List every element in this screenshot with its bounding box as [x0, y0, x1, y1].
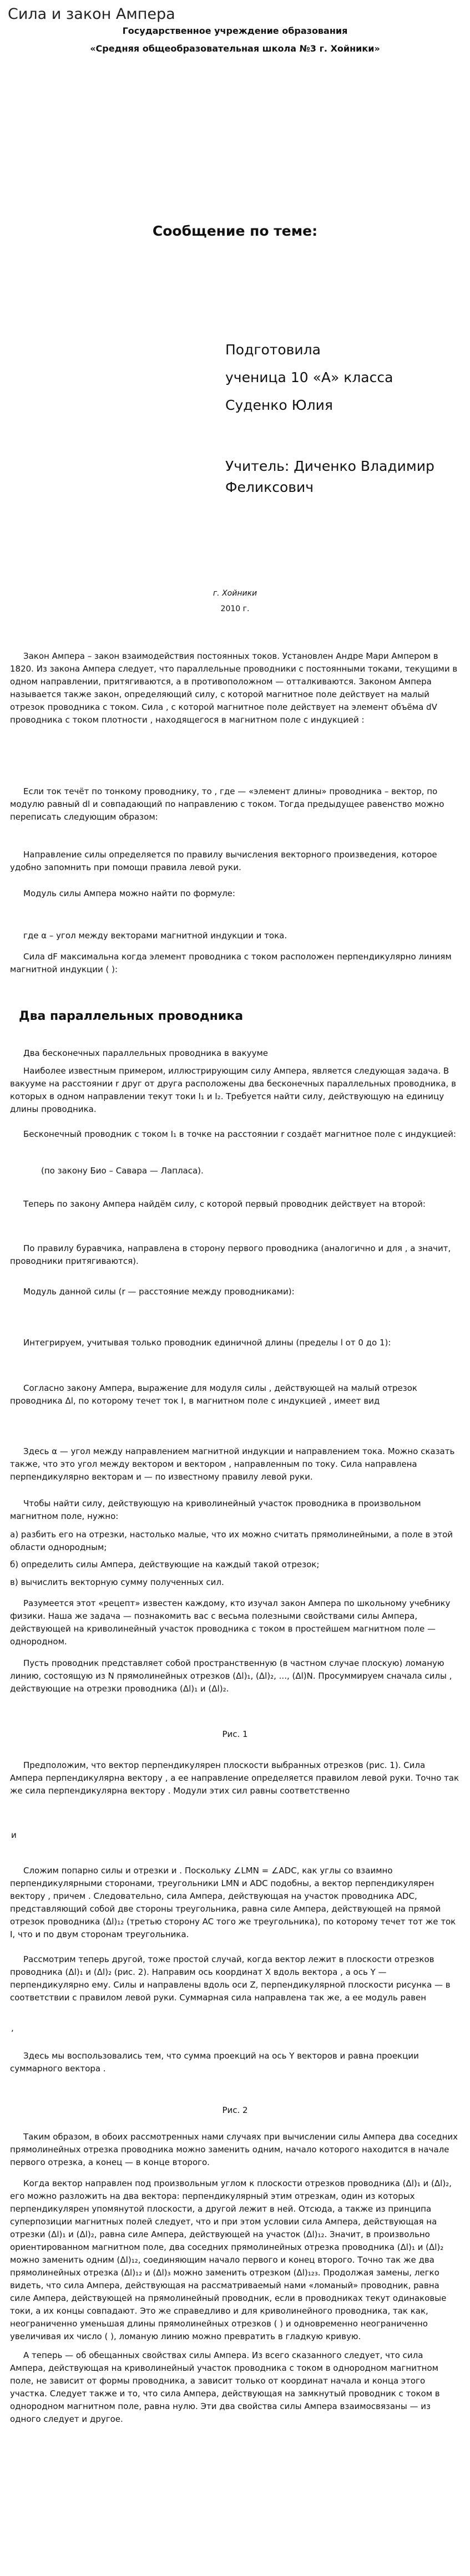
section-title-parallel-conductors: Два параллельных проводника: [19, 1009, 244, 1023]
paragraph-force-on-second: Теперь по закону Ампера найдём силу, с которой первый проводник действует на второй:: [23, 1199, 426, 1209]
paragraph-both-cases: Таким образом, в обоих рассмотренных нами случаях при вычислении силы Ампера два соседних прямолинейных отрезка проводника можно заменить одним, начало которого находится в начале первого отрезка, а конец — в конце второго.: [10, 2132, 458, 2167]
paragraph-ampere-law: Закон Ампера – закон взаимодействия постоянных токов. Установлен Андре Мари Ампером в 1820. Из закона Ампера следует, что параллельные проводники с постоянными токами, текущими в одном направлении, притягиваются, а в противоположном — отталкиваются. Законом Ампера называется также закон, определяющий силу, с которой магнитное поле действует на малый отрезок проводника с током. Сила , с которой магнитное поле действует на элемент объёма dV проводника с током плотности , находящегося в магнитном поле с индукцией :: [10, 651, 458, 725]
list-item-c: в) вычислить векторную сумму полученных сил.: [10, 1577, 224, 1587]
document-title: Сила и закон Ампера: [8, 6, 175, 23]
figure-2-caption: Рис. 2: [222, 2105, 248, 2115]
paragraph-broken-line: Пусть проводник представляет собой пространственную (в частном случае плоскую) ломаную линию, состоящую из N прямолинейных отрезков (Δl)₁, (Δl)₂, ..., (Δl)N. Просуммируем сначала силы , действующие на отрезки проводника (Δl)₁ и (Δl)₂.: [10, 1658, 452, 1694]
conjunction-and: и: [11, 1830, 17, 1840]
prepared-by: Подготовила: [225, 342, 321, 358]
paragraph-according-law: Согласно закону Ампера, выражение для модуля силы , действующей на малый отрезок проводника Δl, по которому течет ток I, в магнитном поле с индукцией , имеет вид: [10, 1383, 417, 1406]
organization-line-2: «Средняя общеобразовательная школа №3 г. Хойники»: [90, 43, 380, 54]
paragraph-max-force: Сила dF максимальна когда элемент проводника с током расположен перпендикулярно линиям магнитной индукции ( ):: [10, 952, 452, 974]
year: 2010 г.: [220, 604, 250, 613]
paragraph-example-task: Наиболее известным примером, иллюстрирующим силу Ампера, является следующая задача. В вакууме на расстоянии r друг от друга расположены два бесконечных параллельных проводника, в которых в одном направлении текут токи I₁ и I₂. Требуется найти силу, действующую на единицу длины проводника.: [10, 1066, 456, 1114]
paragraph-angle-alpha: Здесь α — угол между направлением магнитной индукции и направлением тока. Можно сказать также, что это угол между вектором и вектором , направленным по току. Сила направлена перпендикулярно векторам и — по известному правилу левой руки.: [10, 1446, 455, 1482]
list-item-a: а) разбить его на отрезки, настолько малые, что их можно считать прямолинейными, а поле в этой области однородным;: [10, 1530, 453, 1552]
paragraph-properties: А теперь — об обещанных свойствах силы Ампера. Из всего сказанного следует, что сила Ампера, действующая на криволинейный участок проводника с током в однородном магнитном поле, не зависит от формы проводника, а зависит только от координат начала и конца этого участка. Следует также и то, что сила Ампера, действующая на замкнутый проводник с током в однородном магнитном поле, равна нулю. Эти два свойства силы Ампера взаимосвязаны — из одного следует и другое.: [10, 2350, 440, 2424]
paragraph-angle: где α – угол между векторами магнитной индукции и тока.: [23, 931, 287, 941]
paragraph-gimlet-rule: По правилу буравчика, направлена в сторону первого проводника (аналогично и для , а значит, проводники притягиваются).: [10, 1243, 451, 1266]
figure-1-caption: Рис. 1: [222, 1729, 248, 1739]
paragraph-bio-savart: (по закону Био – Савара — Лапласа).: [41, 1166, 204, 1176]
paragraph-curved-section: Чтобы найти силу, действующую на криволинейный участок проводника в произвольном магнитном поле, нужно:: [10, 1498, 421, 1521]
paragraph-force-modulus: Модуль силы Ампера можно найти по формуле:: [23, 888, 235, 898]
student-class: ученица 10 «А» класса: [225, 369, 393, 385]
paragraph-projections: Здесь мы воспользовались тем, что сумма проекций на ось Y векторов и равна проекции суммарного вектора .: [10, 2051, 419, 2074]
paragraph-thin-conductor: Если ток течёт по тонкому проводнику, то , где — «элемент длины» проводника – вектор, по модулю равный dl и совпадающий по направлению с током. Тогда предыдущее равенство можно переписать следующим образом:: [10, 786, 444, 822]
paragraph-force-direction: Направление силы определяется по правилу вычисления векторного произведения, которое удобно запомнить при помощи правила левой руки.: [10, 850, 437, 872]
student-name: Суденко Юлия: [225, 397, 333, 413]
paragraph-perpendicular-b: Предположим, что вектор перпендикулярен плоскости выбранных отрезков (рис. 1). Сила Ампера перпендикулярна вектору , а ее направление определяется правилом левой руки. Точно так же сила перпендикулярна вектору . Модули этих сил равны соответственно: [10, 1760, 459, 1796]
comma-mark: ,: [11, 2023, 14, 2033]
paragraph-integrate: Интегрируем, учитывая только проводник единичной длины (пределы l от 0 до 1):: [23, 1338, 391, 1348]
list-item-b: б) определить силы Ампера, действующие на каждый такой отрезок;: [10, 1559, 320, 1569]
paragraph-infinite-conductor: Бесконечный проводник с током I₁ в точке на расстоянии r создаёт магнитное поле с индукцией:: [23, 1129, 456, 1139]
message-title: Сообщение по теме:: [152, 223, 318, 239]
city: г. Хойники: [213, 589, 257, 598]
paragraph-arbitrary-angle: Когда вектор направлен под произвольным углом к плоскости отрезков проводника (Δl)₁ и (Δl)₂, его можно разложить на два вектора: перпендикулярный этим отрезкам, один из которых перпендикулярен упомянутой плоскости, а другой лежит в ней. Отсюда, а также из принципа суперпозиции магнитных полей следует, что и при этом условии сила Ампера, действующая на отрезки (Δl)₁ и (Δl)₂, равна силе Ампера, действующей на участок (Δl)₁₂. Значит, в произвольно ориентированном магнитном поле, два соседних прямолинейных отрезка проводника (Δl)₁ и (Δl)₂ можно заменить одним (Δl)₁₂, соединяющим начало первого и конец второго. Точно так же два прямолинейных отрезка (Δl)₁₂ и (Δl)₃ можно заменить отрезком (Δl)₁₂₃. Продолжая замены, легко видеть, что сила Ампера, действующая на рассматриваемый нами «ломаный» проводник, равна силе Ампера, действующей на прямолинейный проводник, если в проводниках текут одинаковые токи, а их концы совпадают. Это же справедливо и для криволинейного проводника, так как, неограниченно уменьшая длины прямолинейных отрезков ( ) и одновременно неограниченно увеличивая их число ( ), ломаную линию можно превратить в гладкую кривую.: [10, 2178, 452, 2341]
organization-line-1: Государственное учреждение образования: [122, 26, 348, 36]
paragraph-recipe: Разумеется этот «рецепт» известен каждому, кто изучал закон Ампера по школьному учебнику физики. Наша же задача — познакомить вас с весьма полезными свойствами силы Ампера, действующей на криволинейный участок проводника с током в простейшем магнитном поле — однородном.: [10, 1598, 451, 1647]
paragraph-second-case: Рассмотрим теперь другой, тоже простой случай, когда вектор лежит в плоскости отрезков проводника (Δl)₁ и (Δl)₂ (рис. 2). Направим ось координат X вдоль вектора , а ось Y — перпендикулярно ему. Силы и направлены вдоль оси Z, перпендикулярной плоскости рисунка — в соответствии с правилом левой руки. Суммарная сила направлена так же, а ее модуль равен: [10, 1954, 451, 2003]
teacher-line-2: Феликсович: [225, 479, 314, 495]
paragraph-modulus-force: Модуль данной силы (r — расстояние между проводниками):: [23, 1287, 295, 1297]
paragraph-two-conductors: Два бесконечных параллельных проводника в вакууме: [23, 1048, 268, 1058]
teacher-line-1: Учитель: Диченко Владимир: [225, 458, 434, 474]
paragraph-triangles: Сложим попарно силы и отрезки и . Поскольку ∠LMN = ∠ADC, как углы со взаимно перпендикулярными сторонами, треугольники LMN и ADC подобны, а вектор перпендикулярен вектору , причем . Следовательно, сила Ампера, действующая на участок проводника ADC, представляющий собой две стороны треугольника, равна силе Ампера, действующей на прямой отрезок проводника (Δl)₁₂ (третью сторону AC того же треугольника), по которому течет тот же ток I, что и по двум сторонам треугольника.: [10, 1866, 456, 1939]
